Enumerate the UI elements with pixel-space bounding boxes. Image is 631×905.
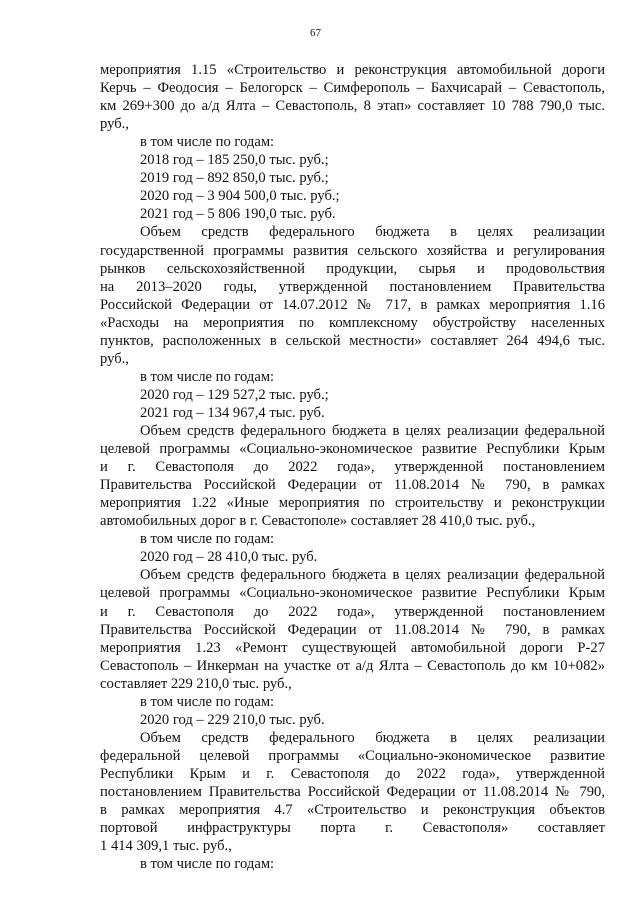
text-line: 1 414 309,1 тыс. руб., <box>100 838 232 855</box>
text-line: в том числе по годам: <box>140 531 275 548</box>
text-line: государственной программы развития сельского хозяйства и регулирования <box>100 242 605 259</box>
text-line: 2018 год – 185 250,0 тыс. руб.; <box>140 152 329 169</box>
text-line: в том числе по годам: <box>140 856 275 873</box>
text-line: автомобильных дорог в г. Севастополе» составляет 28 410,0 тыс. руб., <box>100 513 536 530</box>
text-line: 2019 год – 892 850,0 тыс. руб.; <box>140 170 329 187</box>
text-line: Правительства Российской Федерации от 11.08.2014 № 790, в рамках <box>100 621 605 638</box>
text-line: 2021 год – 5 806 190,0 тыс. руб. <box>140 206 336 223</box>
text-line: федеральной целевой программы «Социально-экономическое развитие <box>100 747 605 764</box>
text-line: Объем средств федерального бюджета в целях реализации федеральной <box>140 567 605 584</box>
text-line: мероприятия 1.22 «Иные мероприятия по строительству и реконструкции <box>100 495 605 512</box>
text-line: и г. Севастополя до 2022 года», утвержденной постановлением <box>100 603 605 620</box>
text-line: целевой программы «Социально-экономическое развитие Республики Крым <box>100 441 605 458</box>
text-line: портовой инфраструктуры порта г. Севастополя» составляет <box>100 820 605 837</box>
text-line: пунктов, расположенных в сельской местности» составляет 264 494,6 тыс. <box>100 332 605 349</box>
text-line: в рамках мероприятия 4.7 «Строительство и реконструкция объектов <box>100 802 605 819</box>
text-line: 2021 год – 134 967,4 тыс. руб. <box>140 404 325 421</box>
text-line: «Расходы на мероприятия по комплексному обустройству населенных <box>100 314 605 331</box>
text-line: 2020 год – 129 527,2 тыс. руб.; <box>140 386 329 403</box>
text-line: постановлением Правительства Российской Федерации от 11.08.2014 № 790, <box>100 784 605 800</box>
text-line: 2020 год – 229 210,0 тыс. руб. <box>140 711 325 728</box>
text-line: Объем средств федерального бюджета в целях реализации федеральной <box>140 423 605 439</box>
text-line: на 2013–2020 годы, утвержденной постановлением Правительства <box>100 278 605 295</box>
text-line: мероприятия 1.15 «Строительство и реконструкция автомобильной дороги <box>100 62 605 78</box>
text-line: Правительства Российской Федерации от 11.08.2014 № 790, в рамках <box>100 477 605 494</box>
text-line: в том числе по годам: <box>140 693 275 710</box>
text-line: Керчь – Феодосия – Белогорск – Симферополь – Бахчисарай – Севастополь, <box>100 80 605 97</box>
text-line: Российской Федерации от 14.07.2012 № 717, в рамках мероприятия 1.16 <box>100 296 605 313</box>
text-line: составляет 229 210,0 тыс. руб., <box>100 675 292 692</box>
text-line: 2020 год – 28 410,0 тыс. руб. <box>140 549 318 566</box>
text-line: Республики Крым и г. Севастополя до 2022 года», утвержденной <box>100 765 605 782</box>
text-line: в том числе по годам: <box>140 134 275 151</box>
text-line: руб., <box>100 350 129 367</box>
text-line: 2020 год – 3 904 500,0 тыс. руб.; <box>140 188 340 205</box>
text-line: целевой программы «Социально-экономическое развитие Республики Крым <box>100 585 605 602</box>
page-number: 67 <box>310 27 321 39</box>
text-line: в том числе по годам: <box>140 368 275 385</box>
text-line: Объем средств федерального бюджета в целях реализации <box>140 729 605 746</box>
text-line: км 269+300 до а/д Ялта – Севастополь, 8 этап» составляет 10 788 790,0 тыс. <box>100 98 605 115</box>
text-line: Севастополь – Инкерман на участке от а/д Ялта – Севастополь до км 10+082» <box>100 657 605 674</box>
text-line: Объем средств федерального бюджета в целях реализации <box>140 224 605 241</box>
text-line: и г. Севастополя до 2022 года», утвержденной постановлением <box>100 459 605 476</box>
text-line: руб., <box>100 116 129 133</box>
text-line: мероприятия 1.23 «Ремонт существующей автомобильной дороги Р-27 <box>100 639 605 656</box>
text-line: рынков сельскохозяйственной продукции, сырья и продовольствия <box>100 260 605 277</box>
